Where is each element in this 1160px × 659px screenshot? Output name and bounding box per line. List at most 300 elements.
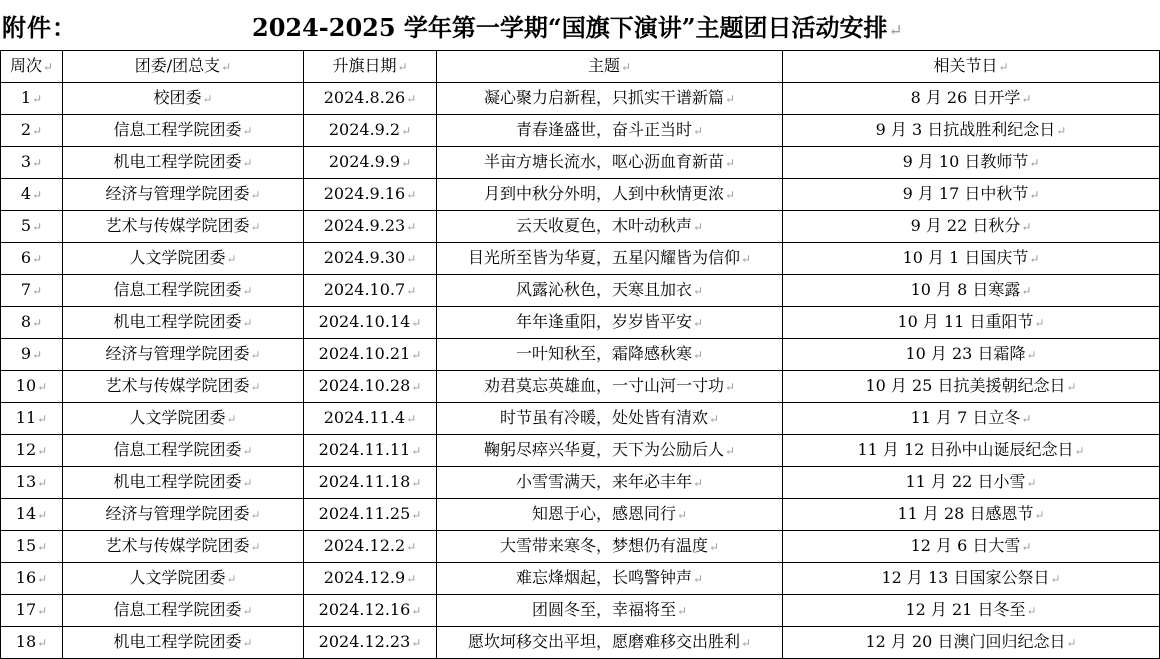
cell-date xyxy=(304,371,437,403)
table-row xyxy=(1,115,1160,147)
cell-festival-text: 10 月 11 日重阳节 xyxy=(897,312,1034,331)
cell-festival xyxy=(783,83,1160,115)
cell-week-text: 8 xyxy=(20,312,32,331)
paragraph-mark-icon: ↵ xyxy=(1074,444,1085,458)
table-row xyxy=(1,147,1160,179)
cell-festival xyxy=(783,115,1160,147)
cell-date-text: 2024.10.28 xyxy=(318,376,411,395)
cell-week-text: 3 xyxy=(20,152,32,171)
cell-festival-text: 10 月 23 日霜降 xyxy=(905,344,1026,363)
table-row xyxy=(1,499,1160,531)
table-row xyxy=(1,275,1160,307)
cell-week xyxy=(1,179,63,211)
cell-week xyxy=(1,147,63,179)
cell-festival-text: 10 月 8 日寒露 xyxy=(910,280,1021,299)
cell-festival xyxy=(783,339,1160,371)
table-row xyxy=(1,211,1160,243)
paragraph-mark-icon: ↵ xyxy=(1021,92,1032,106)
cell-date-text: 2024.9.23 xyxy=(323,216,406,235)
cell-festival-text: 12 月 21 日冬至 xyxy=(905,600,1026,619)
cell-week xyxy=(1,115,63,147)
cell-date xyxy=(304,147,437,179)
cell-theme xyxy=(437,627,783,659)
cell-org-text: 机电工程学院团委 xyxy=(113,312,242,331)
cell-week xyxy=(1,307,63,339)
cell-org-text: 经济与管理学院团委 xyxy=(105,504,250,523)
cell-theme xyxy=(437,307,783,339)
cell-week xyxy=(1,275,63,307)
table-row xyxy=(1,563,1160,595)
paragraph-mark-icon: ↵ xyxy=(242,444,253,458)
paragraph-mark-icon: ↵ xyxy=(1021,412,1032,426)
cell-date xyxy=(304,243,437,275)
paragraph-mark-icon: ↵ xyxy=(250,380,261,394)
paragraph-mark-icon: ↵ xyxy=(242,604,253,618)
paragraph-mark-icon: ↵ xyxy=(1050,572,1061,586)
cell-theme-text: 大雪带来寒冬，梦想仍有温度 xyxy=(499,536,708,555)
table-row xyxy=(1,243,1160,275)
paragraph-mark-icon: ↵ xyxy=(37,476,48,490)
cell-date-text: 2024.12.2 xyxy=(323,536,406,555)
paragraph-mark-icon: ↵ xyxy=(32,156,43,170)
cell-theme-text: 青春逢盛世，奋斗正当时 xyxy=(515,120,692,139)
cell-org-text: 人文学院团委 xyxy=(129,568,226,587)
paragraph-mark-icon: ↵ xyxy=(724,156,736,170)
table-row xyxy=(1,371,1160,403)
cell-festival-text: 10 月 25 日抗美援朝纪念日 xyxy=(865,376,1066,395)
paragraph-mark-icon: ↵ xyxy=(250,188,261,202)
cell-theme xyxy=(437,371,783,403)
cell-date-text: 2024.12.9 xyxy=(323,568,406,587)
cell-theme-text: 鞠躬尽瘁兴华夏，天下为公励后人 xyxy=(483,440,724,459)
paragraph-mark-icon: ↵ xyxy=(406,572,417,586)
paragraph-mark-icon: ↵ xyxy=(411,348,422,362)
table-body xyxy=(1,83,1160,659)
cell-festival xyxy=(783,371,1160,403)
paragraph-mark-icon: ↵ xyxy=(1066,380,1077,394)
cell-festival xyxy=(783,179,1160,211)
paragraph-mark-icon: ↵ xyxy=(692,220,704,234)
cell-festival xyxy=(783,467,1160,499)
paragraph-mark-icon: ↵ xyxy=(740,636,752,650)
paragraph-mark-icon: ↵ xyxy=(411,508,422,522)
cell-week-text: 4 xyxy=(20,184,32,203)
paragraph-mark-icon: ↵ xyxy=(250,540,261,554)
paragraph-mark-icon: ↵ xyxy=(37,380,48,394)
paragraph-mark-icon: ↵ xyxy=(411,604,422,618)
cell-week-text: 6 xyxy=(20,248,32,267)
cell-org-text: 机电工程学院团委 xyxy=(113,472,242,491)
cell-theme-text: 团圆冬至，幸福将至 xyxy=(531,600,676,619)
cell-date-text: 2024.12.23 xyxy=(318,632,411,651)
cell-theme-text: 时节虽有冷暖，处处皆有清欢 xyxy=(499,408,708,427)
paragraph-mark-icon: ↵ xyxy=(242,284,253,298)
cell-date xyxy=(304,531,437,563)
table-row xyxy=(1,595,1160,627)
cell-festival xyxy=(783,403,1160,435)
paragraph-mark-icon: ↵ xyxy=(708,540,720,554)
cell-week xyxy=(1,563,63,595)
cell-date-text: 2024.9.16 xyxy=(323,184,406,203)
cell-theme-text: 风露沁秋色，天寒且加衣 xyxy=(515,280,692,299)
cell-festival-text: 8 月 26 日开学 xyxy=(910,88,1021,107)
cell-date xyxy=(304,403,437,435)
header-date: 升旗日期↵ xyxy=(304,51,437,83)
paragraph-mark-icon: ↵ xyxy=(1029,188,1040,202)
cell-week-text: 9 xyxy=(20,344,32,363)
paragraph-mark-icon: ↵ xyxy=(397,60,408,74)
cell-theme xyxy=(437,243,783,275)
cell-date xyxy=(304,307,437,339)
cell-org xyxy=(63,435,304,467)
cell-festival-text: 11 月 22 日小雪 xyxy=(905,472,1026,491)
paragraph-mark-icon: ↵ xyxy=(401,156,412,170)
paragraph-mark-icon: ↵ xyxy=(37,412,48,426)
paragraph-mark-icon: ↵ xyxy=(692,476,704,490)
paragraph-mark-icon: ↵ xyxy=(32,92,43,106)
paragraph-mark-icon: ↵ xyxy=(740,252,752,266)
paragraph-mark-icon: ↵ xyxy=(242,636,253,650)
cell-date xyxy=(304,179,437,211)
cell-org xyxy=(63,371,304,403)
cell-week xyxy=(1,339,63,371)
cell-date-text: 2024.10.7 xyxy=(323,280,406,299)
cell-date xyxy=(304,595,437,627)
document-title-wrap xyxy=(252,8,903,43)
cell-theme xyxy=(437,83,783,115)
table-row xyxy=(1,403,1160,435)
cell-week-text: 10 xyxy=(15,376,37,395)
paragraph-mark-icon: ↵ xyxy=(411,476,422,490)
paragraph-mark-icon: ↵ xyxy=(620,60,632,74)
cell-date-text: 2024.10.21 xyxy=(318,344,411,363)
cell-theme-text: 愿坎坷移交出平坦，愿磨难移交出胜利 xyxy=(467,632,740,651)
cell-festival-text: 12 月 20 日澳门回归纪念日 xyxy=(865,632,1066,651)
cell-theme-text: 凝心聚力启新程，只抓实干谱新篇 xyxy=(483,88,724,107)
table-row xyxy=(1,83,1160,115)
document-title: 2024-2025 学年第一学期“国旗下演讲”主题团日活动安排 xyxy=(252,13,888,42)
cell-week xyxy=(1,467,63,499)
cell-theme xyxy=(437,435,783,467)
cell-theme-text: 难忘烽烟起，长鸣警钟声 xyxy=(515,568,692,587)
table-header-row xyxy=(1,51,1160,83)
paragraph-mark-icon: ↵ xyxy=(406,412,417,426)
cell-week xyxy=(1,211,63,243)
paragraph-mark-icon: ↵ xyxy=(676,604,688,618)
paragraph-mark-icon: ↵ xyxy=(692,124,704,138)
cell-org xyxy=(63,595,304,627)
cell-week xyxy=(1,531,63,563)
paragraph-mark-icon: ↵ xyxy=(692,572,704,586)
cell-org xyxy=(63,147,304,179)
cell-festival xyxy=(783,275,1160,307)
cell-week xyxy=(1,403,63,435)
cell-week-text: 13 xyxy=(15,472,37,491)
table-row xyxy=(1,467,1160,499)
cell-theme-text: 知恩于心，感恩同行 xyxy=(531,504,676,523)
cell-theme xyxy=(437,595,783,627)
paragraph-mark-icon: ↵ xyxy=(406,220,417,234)
cell-org xyxy=(63,339,304,371)
cell-theme xyxy=(437,499,783,531)
paragraph-mark-icon: ↵ xyxy=(221,60,232,74)
cell-date xyxy=(304,83,437,115)
cell-org xyxy=(63,179,304,211)
cell-theme xyxy=(437,211,783,243)
cell-org-text: 校团委 xyxy=(153,88,202,107)
table-row xyxy=(1,435,1160,467)
paragraph-mark-icon: ↵ xyxy=(250,220,261,234)
paragraph-mark-icon: ↵ xyxy=(692,284,704,298)
paragraph-mark-icon: ↵ xyxy=(724,188,736,202)
paragraph-mark-icon: ↵ xyxy=(724,444,736,458)
paragraph-mark-icon: ↵ xyxy=(1021,540,1032,554)
cell-theme xyxy=(437,531,783,563)
cell-org-text: 机电工程学院团委 xyxy=(113,632,242,651)
paragraph-mark-icon: ↵ xyxy=(1021,220,1032,234)
cell-week-text: 15 xyxy=(15,536,37,555)
cell-date-text: 2024.11.25 xyxy=(318,504,411,523)
cell-org-text: 信息工程学院团委 xyxy=(113,120,242,139)
cell-festival-text: 11 月 7 日立冬 xyxy=(910,408,1021,427)
paragraph-mark-icon: ↵ xyxy=(37,636,48,650)
cell-theme xyxy=(437,275,783,307)
paragraph-mark-icon: ↵ xyxy=(226,412,237,426)
header-week: 周次↵ xyxy=(1,51,63,83)
cell-org-text: 经济与管理学院团委 xyxy=(105,344,250,363)
cell-week-text: 18 xyxy=(15,632,37,651)
cell-theme xyxy=(437,563,783,595)
cell-date-text: 2024.9.9 xyxy=(328,152,401,171)
cell-festival xyxy=(783,563,1160,595)
cell-org-text: 艺术与传媒学院团委 xyxy=(105,536,250,555)
cell-org-text: 人文学院团委 xyxy=(129,248,226,267)
cell-festival-text: 9 月 17 日中秋节 xyxy=(902,184,1029,203)
paragraph-mark-icon: ↵ xyxy=(1029,252,1040,266)
paragraph-mark-icon: ↵ xyxy=(37,508,48,522)
header-org: 团委/团总支↵ xyxy=(63,51,304,83)
cell-week xyxy=(1,371,63,403)
cell-week xyxy=(1,83,63,115)
paragraph-mark-icon: ↵ xyxy=(406,188,417,202)
cell-festival-text: 12 月 13 日国家公祭日 xyxy=(881,568,1050,587)
paragraph-mark-icon: ↵ xyxy=(692,316,704,330)
paragraph-mark-icon: ↵ xyxy=(724,92,736,106)
cell-date-text: 2024.11.11 xyxy=(318,440,411,459)
paragraph-mark-icon: ↵ xyxy=(250,508,261,522)
paragraph-mark-icon: ↵ xyxy=(37,444,48,458)
schedule-table xyxy=(0,50,1160,659)
cell-org-text: 信息工程学院团委 xyxy=(113,440,242,459)
cell-festival xyxy=(783,595,1160,627)
paragraph-mark-icon: ↵ xyxy=(42,60,54,74)
paragraph-mark-icon: ↵ xyxy=(226,252,237,266)
table-row xyxy=(1,307,1160,339)
cell-theme-text: 劝君莫忘英雄血，一寸山河一寸功 xyxy=(483,376,724,395)
cell-festival xyxy=(783,307,1160,339)
cell-org xyxy=(63,563,304,595)
paragraph-mark-icon: ↵ xyxy=(250,348,261,362)
cell-org-text: 机电工程学院团委 xyxy=(113,152,242,171)
paragraph-mark-icon: ↵ xyxy=(1026,604,1037,618)
paragraph-mark-icon: ↵ xyxy=(37,540,48,554)
cell-theme-text: 月到中秋分外明，人到中秋情更浓 xyxy=(483,184,724,203)
paragraph-mark-icon: ↵ xyxy=(37,604,48,618)
paragraph-mark-icon: ↵ xyxy=(411,636,422,650)
cell-week-text: 11 xyxy=(15,408,37,427)
cell-org xyxy=(63,467,304,499)
cell-theme-text: 云天收夏色，木叶动秋声 xyxy=(515,216,692,235)
paragraph-mark-icon: ↵ xyxy=(32,220,43,234)
cell-org-text: 艺术与传媒学院团委 xyxy=(105,376,250,395)
cell-date-text: 2024.9.2 xyxy=(328,120,401,139)
cell-theme-text: 半亩方塘长流水，呕心沥血育新苗 xyxy=(483,152,724,171)
cell-festival-text: 9 月 3 日抗战胜利纪念日 xyxy=(875,120,1056,139)
paragraph-mark-icon: ↵ xyxy=(406,92,417,106)
cell-org xyxy=(63,307,304,339)
paragraph-mark-icon: ↵ xyxy=(406,540,417,554)
paragraph-mark-icon: ↵ xyxy=(401,124,412,138)
cell-theme xyxy=(437,467,783,499)
cell-festival xyxy=(783,435,1160,467)
cell-theme-text: 小雪雪满天，来年必丰年 xyxy=(515,472,692,491)
paragraph-mark-icon: ↵ xyxy=(724,380,736,394)
paragraph-mark-icon: ↵ xyxy=(32,316,43,330)
paragraph-mark-icon: ↵ xyxy=(406,284,417,298)
table-row xyxy=(1,339,1160,371)
cell-festival xyxy=(783,499,1160,531)
cell-festival xyxy=(783,147,1160,179)
paragraph-mark-icon: ↵ xyxy=(411,380,422,394)
cell-festival-text: 10 月 1 日国庆节 xyxy=(902,248,1029,267)
paragraph-mark-icon: ↵ xyxy=(411,444,422,458)
cell-week xyxy=(1,595,63,627)
table-row xyxy=(1,531,1160,563)
cell-date xyxy=(304,211,437,243)
cell-date xyxy=(304,563,437,595)
cell-date-text: 2024.12.16 xyxy=(318,600,411,619)
cell-org xyxy=(63,627,304,659)
paragraph-mark-icon: ↵ xyxy=(708,412,720,426)
cell-week-text: 2 xyxy=(20,120,32,139)
cell-theme xyxy=(437,339,783,371)
cell-date-text: 2024.11.4 xyxy=(323,408,406,427)
paragraph-mark-icon: ↵ xyxy=(32,284,43,298)
paragraph-mark-icon: ↵ xyxy=(1029,156,1040,170)
paragraph-mark-icon: ↵ xyxy=(32,348,43,362)
cell-org-text: 人文学院团委 xyxy=(129,408,226,427)
paragraph-mark-icon: ↵ xyxy=(32,188,43,202)
paragraph-mark-icon: ↵ xyxy=(32,252,43,266)
cell-theme xyxy=(437,115,783,147)
paragraph-mark-icon: ↵ xyxy=(242,476,253,490)
cell-week-text: 14 xyxy=(15,504,37,523)
cell-week-text: 12 xyxy=(15,440,37,459)
document-header xyxy=(0,0,1160,50)
cell-week xyxy=(1,435,63,467)
cell-festival-text: 9 月 22 日秋分 xyxy=(910,216,1021,235)
cell-festival-text: 11 月 28 日感恩节 xyxy=(897,504,1034,523)
cell-theme xyxy=(437,179,783,211)
cell-date xyxy=(304,339,437,371)
paragraph-mark-icon: ↵ xyxy=(242,156,253,170)
paragraph-mark-icon: ↵ xyxy=(1026,348,1037,362)
cell-theme-text: 一叶知秋至，霜降感秋寒 xyxy=(515,344,692,363)
cell-week-text: 1 xyxy=(20,88,32,107)
paragraph-mark-icon: ↵ xyxy=(242,124,253,138)
cell-date xyxy=(304,115,437,147)
paragraph-mark-icon: ↵ xyxy=(242,316,253,330)
paragraph-mark-icon: ↵ xyxy=(888,20,903,40)
paragraph-mark-icon: ↵ xyxy=(202,92,213,106)
paragraph-mark-icon: ↵ xyxy=(692,348,704,362)
cell-org xyxy=(63,403,304,435)
cell-org xyxy=(63,275,304,307)
paragraph-mark-icon: ↵ xyxy=(1066,636,1077,650)
paragraph-mark-icon: ↵ xyxy=(998,60,1009,74)
paragraph-mark-icon: ↵ xyxy=(37,572,48,586)
cell-theme xyxy=(437,403,783,435)
paragraph-mark-icon: ↵ xyxy=(1026,476,1037,490)
cell-festival xyxy=(783,627,1160,659)
cell-week-text: 7 xyxy=(20,280,32,299)
cell-date xyxy=(304,435,437,467)
cell-date xyxy=(304,275,437,307)
cell-week xyxy=(1,243,63,275)
paragraph-mark-icon: ↵ xyxy=(406,252,417,266)
cell-festival xyxy=(783,211,1160,243)
paragraph-mark-icon: ↵ xyxy=(1021,284,1032,298)
cell-theme-text: 目光所至皆为华夏，五星闪耀皆为信仰 xyxy=(467,248,740,267)
cell-festival-text: 11 月 12 日孙中山诞辰纪念日 xyxy=(857,440,1074,459)
header-festival: 相关节日↵ xyxy=(783,51,1160,83)
cell-date xyxy=(304,627,437,659)
cell-org xyxy=(63,499,304,531)
cell-date-text: 2024.11.18 xyxy=(318,472,411,491)
cell-theme-text: 年年逢重阳，岁岁皆平安 xyxy=(515,312,692,331)
attachment-label: 附件： xyxy=(2,13,77,42)
cell-week xyxy=(1,499,63,531)
header-theme: 主题↵ xyxy=(437,51,783,83)
cell-org xyxy=(63,531,304,563)
cell-org xyxy=(63,243,304,275)
cell-week-text: 5 xyxy=(20,216,32,235)
paragraph-mark-icon: ↵ xyxy=(411,316,422,330)
cell-theme xyxy=(437,147,783,179)
cell-festival-text: 12 月 6 日大雪 xyxy=(910,536,1021,555)
cell-festival xyxy=(783,243,1160,275)
cell-date xyxy=(304,499,437,531)
paragraph-mark-icon: ↵ xyxy=(1056,124,1067,138)
cell-org xyxy=(63,211,304,243)
cell-week-text: 16 xyxy=(15,568,37,587)
cell-org-text: 信息工程学院团委 xyxy=(113,600,242,619)
cell-week xyxy=(1,627,63,659)
cell-org-text: 经济与管理学院团委 xyxy=(105,184,250,203)
cell-org xyxy=(63,115,304,147)
cell-date-text: 2024.10.14 xyxy=(318,312,411,331)
paragraph-mark-icon: ↵ xyxy=(676,508,688,522)
cell-week-text: 17 xyxy=(15,600,37,619)
cell-org-text: 艺术与传媒学院团委 xyxy=(105,216,250,235)
cell-festival xyxy=(783,531,1160,563)
cell-date-text: 2024.9.30 xyxy=(323,248,406,267)
paragraph-mark-icon: ↵ xyxy=(1034,508,1045,522)
table-row xyxy=(1,179,1160,211)
paragraph-mark-icon: ↵ xyxy=(32,124,43,138)
cell-festival-text: 9 月 10 日教师节 xyxy=(902,152,1029,171)
cell-org-text: 信息工程学院团委 xyxy=(113,280,242,299)
